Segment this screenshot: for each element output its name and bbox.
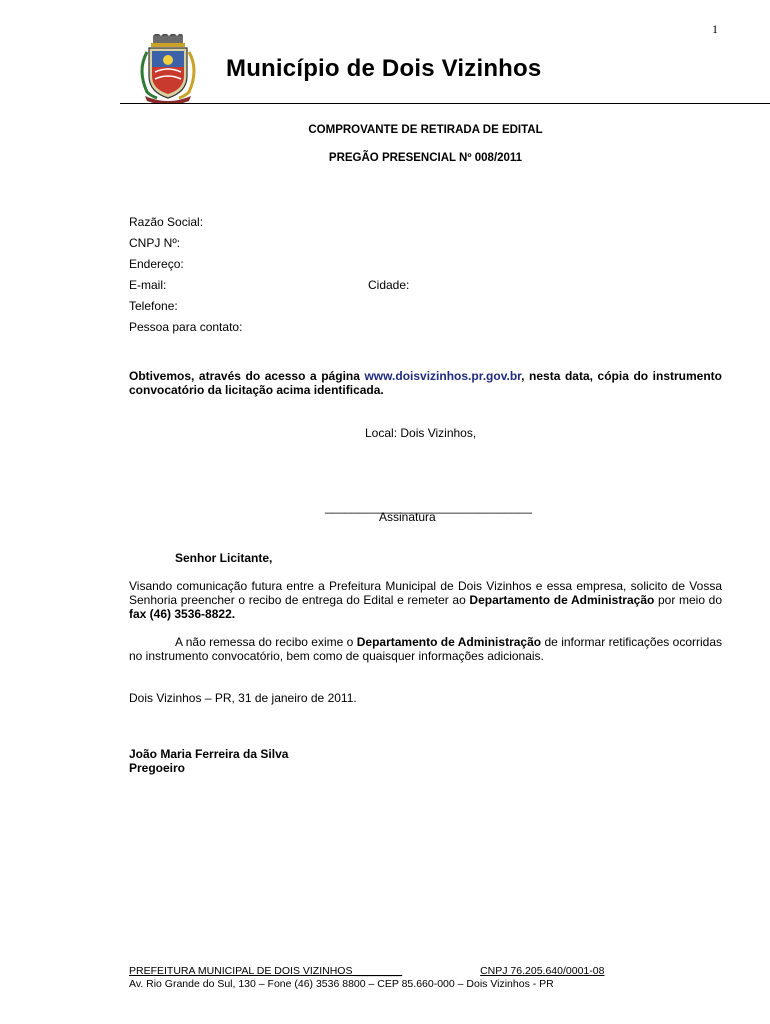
field-email: E-mail: [129, 278, 167, 292]
field-cnpj: CNPJ Nº: [129, 236, 181, 250]
statement-text-before: Obtivemos, através do acesso a página [129, 369, 365, 383]
header-divider [120, 103, 770, 104]
notice-p2-department: Departamento de Administração [356, 635, 542, 649]
website-link[interactable]: www.doisvizinhos.pr.gov.br [364, 369, 522, 383]
footer-org: PREFEITURA MUNICIPAL DE DOIS VIZINHOS ________ [129, 965, 403, 977]
notice-p1-fax: fax (46) 3536-8822. [129, 607, 236, 621]
field-cidade: Cidade: [368, 278, 410, 292]
footer-address: Av. Rio Grande do Sul, 130 – Fone (46) 3536 8800 – CEP 85.660-000 – Dois Vizinhos - PR [129, 978, 554, 990]
header-title: Município de Dois Vizinhos [226, 55, 542, 82]
notice-p2-text-a: A não remessa do recibo exime o [175, 635, 357, 649]
signature-label: Assinatura [379, 510, 436, 524]
field-razao-social: Razão Social: [129, 215, 204, 229]
field-endereco: Endereço: [129, 257, 184, 271]
signer-name: João Maria Ferreira da Silva [129, 747, 289, 761]
date-line: Dois Vizinhos – PR, 31 de janeiro de 2011. [129, 691, 357, 705]
document-heading: COMPROVANTE DE RETIRADA DE EDITAL [308, 124, 543, 136]
footer-line-1 [129, 965, 604, 977]
notice-p1-department: Departamento de Administração [469, 593, 655, 607]
notice-p2-text-c: de informar retificações ocorridas no instrumento convocatório, bem como de quaisquer informações adicionais. [129, 635, 723, 663]
notice-paragraph-1 [129, 579, 722, 621]
local-line: Local: Dois Vizinhos, [365, 426, 477, 440]
document-subheading: PREGÃO PRESENCIAL Nº 008/2011 [328, 152, 523, 164]
statement-text-after: , nesta data, cópia do instrumento convocatório da licitação acima identificada. [129, 369, 722, 397]
salutation: Senhor Licitante, [175, 551, 273, 565]
field-telefone: Telefone: [129, 299, 178, 313]
municipal-crest-logo [135, 34, 201, 104]
notice-paragraph-2 [129, 635, 722, 663]
notice-p1-text-a: Visando comunicação futura entre a Prefeitura Municipal de Dois Vizinhos e essa empresa, solicito de Vossa Senhoria preencher o recibo de entrega do Edital e remeter ao [129, 579, 722, 607]
signer-role: Pregoeiro [129, 761, 186, 775]
signature-line: _______________________________ [325, 500, 532, 514]
notice-p1-text-c: por meio do [654, 593, 723, 607]
statement-paragraph [129, 369, 722, 397]
field-pessoa-contato: Pessoa para contato: [129, 320, 243, 334]
footer-cnpj: CNPJ 76.205.640/0001-08 [480, 965, 605, 977]
page-number: 1 [712, 22, 718, 36]
